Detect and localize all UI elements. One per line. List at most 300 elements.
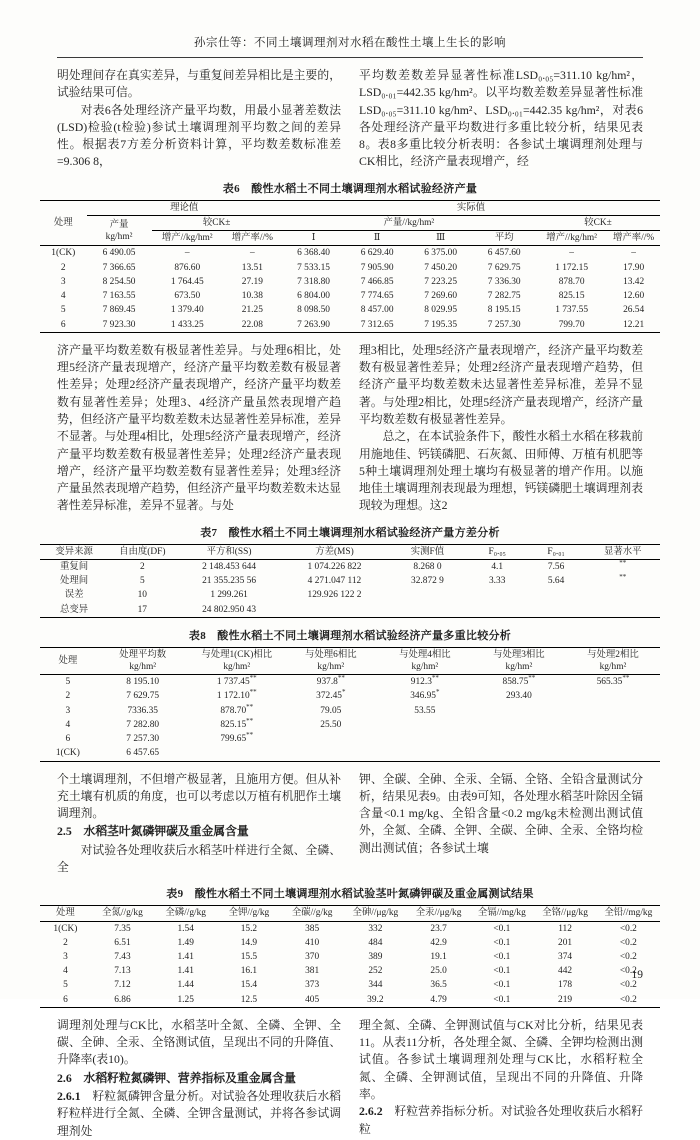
significance-marker: ** (619, 573, 627, 582)
table-cell: – (184, 248, 190, 259)
table-cell: 7336.35 (127, 705, 158, 716)
column-header: 增产//kg/hm² (152, 231, 223, 246)
column-header: F₀.₀₅ (468, 544, 527, 559)
table-cell: 858.75** (502, 674, 536, 688)
table-cell: <0.1 (493, 923, 511, 934)
column-header: 增产率//% (607, 231, 660, 246)
table-cell: 912.3** (410, 674, 439, 688)
column-header: 变异来源 (40, 544, 108, 559)
table8-body (40, 675, 660, 761)
table-cell: 6 804.00 (297, 291, 330, 302)
right-column (359, 342, 643, 515)
table-cell: 876.60 (174, 262, 201, 273)
table-cell: 878.70** (220, 702, 254, 716)
column-header: 自由度(DF) (108, 544, 176, 559)
table-cell: 442 (558, 966, 573, 977)
table-cell: 7 869.45 (102, 305, 136, 316)
table-cell: 825.15 (558, 291, 585, 302)
table-cell: 3 (63, 952, 68, 962)
table8-header (40, 647, 660, 674)
column-header: 增产率//% (223, 231, 282, 246)
table-cell (378, 718, 472, 732)
table-cell: 8.268 0 (413, 561, 442, 572)
table-cell: 1(CK) (55, 748, 80, 759)
column-header-label: 与处理6相比 (305, 649, 357, 660)
table-cell: 15.2 (240, 923, 258, 934)
table-cell: 15.5 (240, 952, 258, 962)
table-cell: 7 269.60 (424, 291, 458, 302)
table-cell: 1.25 (177, 994, 194, 1005)
column-header: 处理 (40, 906, 91, 921)
table-cell: 332 (368, 923, 383, 934)
table8-title: 表8 酸性水稻土不同土壤调理剂水稻试验经济产量多重比较分析 (188, 629, 512, 642)
table-cell: 8 195.15 (487, 305, 521, 316)
table-cell (586, 559, 660, 574)
table7-header (40, 544, 660, 559)
table6-title: 表6 酸性水稻土不同土壤调理剂水稻试验经济产量 (222, 182, 478, 195)
table-cell: 14.9 (240, 937, 258, 948)
table-cell (284, 746, 378, 761)
table-cell: 1 299.261 (210, 590, 248, 601)
table-row (40, 675, 660, 690)
table-cell: 252 (368, 966, 383, 977)
right-column (359, 771, 643, 877)
subsection-label: 2.6.2 (359, 1104, 383, 1119)
table-cell: 112 (558, 923, 572, 934)
table-row (40, 318, 660, 333)
table-cell: 13.51 (241, 262, 263, 273)
table-cell: 937.8** (316, 674, 345, 688)
table-row (40, 978, 660, 992)
table-cell: 21 355.235 56 (202, 576, 257, 587)
table-cell: <0.1 (493, 952, 511, 962)
table-cell: 16.1 (240, 966, 258, 977)
subsection-label: 2.6.1 (57, 1089, 81, 1104)
table-cell: 19.1 (430, 952, 447, 962)
table7-body (40, 559, 660, 617)
table9-body (40, 921, 660, 1007)
table-cell: <0.1 (493, 994, 511, 1005)
table-cell: 21.25 (241, 305, 263, 316)
significance-marker: * (341, 688, 346, 697)
column-header: 全汞//μg/kg (407, 906, 470, 921)
table-cell (566, 689, 660, 703)
table-cell: 219 (558, 994, 573, 1005)
column-header: 全砷//μg/kg (344, 906, 407, 921)
paragraph (359, 1103, 643, 1138)
table-cell: 7 774.65 (360, 291, 394, 302)
column-header-unit: kg/hm² (105, 231, 133, 242)
table-cell: 1 172.10** (216, 688, 257, 702)
table-cell: 22.08 (241, 319, 263, 330)
paragraph: 理3相比，处理5经济产量表现增产，经济产量平均数差数有极显著性差异；处理2经济产量表现增产趋势，但经济产量平均数差数未达显著性差异标准，差异不显著。与处理2相比，处理5经济产量表现增产，经济产量平均数差数有极显著性差异。 (359, 342, 643, 426)
table-cell (468, 588, 527, 602)
column-header-label: 与处理2相比 (587, 649, 639, 660)
left-column (57, 771, 341, 877)
table-cell: 3.33 (488, 576, 506, 587)
significance-marker: ** (246, 702, 254, 711)
table-cell (387, 603, 468, 618)
column-header: 平均 (472, 231, 536, 246)
paragraph: 总之，在本试验条件下，酸性水稻土水稻在移栽前用施地佳、钙镁磷肥、石灰氮、田师傅、万植有机肥等5种土壤调理剂处理土壤均有极显著的增产作用。以施地佳土壤调理剂表现最为理想，钙镁磷肥土壤调理剂表现较为理想。这2 (359, 429, 643, 513)
column-header-unit: kg/hm² (505, 662, 533, 673)
table-cell: 误差 (64, 590, 84, 601)
table-row (40, 704, 660, 718)
paragraph: 个土壤调理剂，不但增产极显著，且施用方便。但从补充土壤有机质的角度，也可以考虑以万植有机肥作土壤调理剂。 (57, 771, 341, 821)
table-cell: 36.5 (430, 980, 447, 991)
significance-marker: ** (249, 674, 257, 683)
column-header: F₀.₀₁ (527, 544, 586, 559)
column-header-unit: kg/hm² (411, 662, 439, 673)
column-header: 实测F值 (387, 544, 468, 559)
column-header: 增产//kg/hm² (536, 231, 607, 246)
table-cell: 4 (60, 291, 66, 302)
column-header: 平方和(SS) (176, 544, 281, 559)
table-cell: 24 802.950 43 (202, 604, 257, 615)
table-cell: 6 629.40 (360, 248, 394, 259)
table-cell: 1 433.25 (170, 319, 204, 330)
table-cell: 12.21 (623, 319, 645, 330)
table-cell: 1.41 (177, 966, 194, 977)
table-cell: 8 195.10 (126, 677, 160, 688)
table-cell: 7 257.30 (126, 734, 160, 745)
paragraph: 对表6各处理经济产量平均数，用最小显著差数法(LSD)检验(t检验)参试土壤调理剂平均数之间的差异性。根据表7方差分析资料计算，平均数差数标准差=9.306 8， (57, 102, 341, 169)
table-cell: 12.60 (623, 291, 645, 302)
table-cell: 1(CK) (53, 923, 78, 934)
table-cell: 处理间 (60, 576, 89, 587)
table-cell (284, 732, 378, 746)
subsection-text: 籽粒氮磷钾含量分析。对试验各处理收获后水稻籽粒样进行全氮、全磷、全钾含量测试，并将各参试调理剂处 (57, 1089, 341, 1138)
significance-marker: ** (246, 716, 254, 725)
table-row (40, 964, 660, 978)
paragraph: 济产量平均数差数有极显著性差异。与处理6相比，处理5经济产量表现增产，经济产量平均数差数有极显著性差异；处理2经济产量表现增产，经济产量平均数差数有显著性差异；处理3、4经济产量虽然表现增产趋势，但经济产量平均数差数未达显著性差异标准，差异不显著。与处理4相比，处理5经济产量表现增产，经济产量平均数差数有极显著性差异；处理2经济产量表现增产，经济产量平均数差数有显著性差异；处理3经济产量虽然表现增产趋势，但经济产量平均数差数未达显著性差异标准，差异不显著。与处 (57, 342, 341, 513)
table-cell: 4 (65, 719, 71, 730)
table-cell: 7 263.90 (297, 319, 330, 330)
table-cell: 6 (63, 994, 68, 1005)
table-cell (586, 588, 660, 602)
column-header: 全碳//g/kg (281, 906, 344, 921)
table-cell (566, 704, 660, 718)
table-cell: 6 375.00 (424, 248, 458, 259)
table-cell: – (631, 248, 636, 259)
column-header-unit: kg/hm² (317, 662, 345, 673)
table-cell: 7 366.65 (102, 262, 136, 273)
table-cell: 7.13 (114, 966, 131, 977)
table-cell: 201 (558, 937, 573, 948)
table-row (40, 588, 660, 602)
table-cell: 重复间 (60, 561, 89, 572)
column-header: Ⅱ (345, 231, 409, 246)
table-cell (566, 746, 660, 761)
table-cell: 5 (65, 677, 71, 688)
table-cell (527, 588, 586, 602)
table9-title: 表9 酸性水稻土不同土壤调理剂水稻试验茎叶氮磷钾碳及重金属测试结果 (166, 888, 534, 901)
table-cell: 3 (60, 276, 66, 287)
table-cell: <0.1 (493, 966, 511, 977)
column-header: 方差(MS) (282, 544, 387, 559)
significance-marker: ** (431, 674, 439, 683)
table-cell: 25.0 (430, 966, 447, 977)
table6-body (40, 246, 660, 332)
table-cell: 1 172.15 (555, 262, 589, 273)
table-cell: 7 257.30 (487, 319, 521, 330)
table-cell: 8 457.00 (360, 305, 394, 316)
column-header (472, 647, 566, 674)
table-cell: 7 923.30 (102, 319, 136, 330)
table-cell: 23.7 (430, 923, 447, 934)
table-row (40, 574, 660, 588)
table-cell (190, 746, 284, 761)
table-cell: 7 533.15 (297, 262, 330, 273)
table-cell: – (569, 248, 574, 259)
table-row (40, 689, 660, 703)
table-cell: 1.44 (177, 980, 194, 991)
table-cell: 6 368.40 (297, 248, 330, 259)
text-block-section25 (40, 771, 660, 877)
column-header: 处理 (40, 200, 87, 246)
table-cell: 6.51 (114, 937, 131, 948)
table-cell: 5 (63, 980, 68, 991)
running-head: 孙宗仕等：不同土壤调理剂对水稻在酸性土壤上生长的影响 (57, 34, 643, 58)
table-cell: 2 (139, 561, 145, 572)
table-cell (468, 603, 527, 618)
table-row (40, 993, 660, 1008)
table-cell: 405 (305, 994, 320, 1005)
table-cell: <0.2 (619, 952, 637, 962)
significance-marker: ** (249, 688, 257, 697)
table-cell: 7 450.20 (424, 262, 458, 273)
table-cell: 370 (305, 952, 320, 962)
table-cell: 7.35 (114, 923, 131, 934)
table-cell: <0.2 (619, 923, 637, 934)
table-cell (378, 732, 472, 746)
column-group-header: 产量//kg/hm² (282, 216, 536, 231)
column-header-unit: kg/hm² (223, 662, 251, 673)
table-cell: <0.2 (619, 966, 637, 977)
column-header (284, 647, 378, 674)
column-header (87, 216, 152, 246)
table-cell: 799.70 (558, 319, 585, 330)
table-cell: 7 163.55 (102, 291, 136, 302)
table-cell: 8 098.50 (297, 305, 330, 316)
table-row (40, 289, 660, 303)
table-cell: 26.54 (623, 305, 645, 316)
column-header: 全铅//mg/kg (597, 906, 660, 921)
table-row (40, 246, 660, 261)
section-heading-2-6: 2.6 水稻籽粒氮磷钾、营养指标及重金属含量 (57, 1070, 296, 1085)
table-cell: 6 (65, 734, 71, 745)
text-block-discussion (40, 342, 660, 515)
table-cell: 7 629.75 (487, 262, 521, 273)
column-header: 全铬//μg/kg (533, 906, 596, 921)
paragraph: 平均数差数差异显著性标准LSD₀.₀₅=311.10 kg/hm²，LSD₀.₀₁=442.35 kg/hm²。以平均数差数差异显著性标准LSD₀.₀₅=311.10 kg/hm²、LSD₀.₀₁=442.35 kg/hm²，对表6各处理经济产量平均数进行多重比较分析，结果见表8。表8多重比较分析表明：各参试土壤调理剂处理与CK相比，经济产量表现增产，经 (359, 68, 643, 169)
column-header: Ⅲ (409, 231, 473, 246)
significance-marker: ** (246, 731, 254, 739)
table-cell: 1 764.45 (170, 276, 204, 287)
table-cell: 673.50 (174, 291, 201, 302)
column-header (190, 647, 284, 674)
column-header-label: 产量 (109, 219, 129, 230)
table-cell: 825.15** (220, 716, 254, 730)
significance-marker: ** (528, 674, 536, 683)
column-header (96, 647, 190, 674)
table-row (40, 603, 660, 618)
table-row (40, 303, 660, 317)
column-header: 显著水平 (586, 544, 660, 559)
table-row (40, 950, 660, 964)
table-cell: – (249, 248, 255, 259)
table-cell: <0.2 (619, 980, 637, 991)
table-cell: 7 223.25 (424, 276, 458, 287)
table-cell: 7 466.85 (360, 276, 394, 287)
table-cell (472, 704, 566, 718)
table-cell: 7 318.80 (297, 276, 330, 287)
table-cell: 372.45* (316, 688, 346, 702)
table-cell: 32.872 9 (411, 576, 444, 587)
table-cell: 7 312.65 (360, 319, 394, 330)
table-cell (472, 746, 566, 761)
table-cell: 7 282.80 (126, 719, 160, 730)
table-cell: 总变异 (60, 604, 89, 615)
table-cell: 2 (63, 937, 68, 948)
column-header-label: 与处理1(CK)相比 (201, 649, 273, 660)
table-cell: 10 (137, 590, 147, 601)
significance-marker: ** (622, 674, 630, 683)
table-cell: 293.40 (506, 691, 532, 702)
table-cell: 6 457.65 (126, 748, 160, 759)
table-cell: 4.1 (491, 561, 504, 572)
paragraph (57, 1088, 341, 1140)
column-header (566, 647, 660, 674)
table-cell: <0.1 (493, 980, 511, 991)
table6-header (40, 200, 660, 246)
table-cell: 4.79 (430, 994, 447, 1005)
table-cell: 1.54 (177, 923, 194, 934)
table-cell: 799.65** (220, 731, 254, 745)
paragraph: 对试验各处理收获后水稻茎叶样进行全氮、全磷、全 (57, 842, 341, 875)
table-cell (472, 718, 566, 732)
significance-marker: ** (337, 674, 345, 683)
table-row (40, 718, 660, 732)
table-cell: 25.50 (320, 719, 342, 730)
column-header: 全镉//mg/kg (470, 906, 533, 921)
table-cell: 10.38 (241, 291, 263, 302)
table-cell: 7 282.75 (487, 291, 521, 302)
table-cell: 27.19 (241, 276, 263, 287)
right-column (359, 67, 643, 171)
table-cell (566, 732, 660, 746)
table-cell (586, 574, 660, 588)
table-cell: 374 (558, 952, 573, 962)
table-cell: 4 (63, 966, 68, 977)
table-cell: 2 (60, 262, 66, 273)
table-row (40, 261, 660, 275)
column-header-unit: kg/hm² (599, 662, 627, 673)
table-cell: 39.2 (367, 994, 384, 1005)
table-cell (378, 746, 472, 761)
significance-marker: * (435, 688, 440, 697)
subsection-text: 籽粒营养指标分析。对试验各处理收获后水稻籽粒 (359, 1104, 643, 1136)
paragraph: 钾、全碳、全砷、全汞、全镉、全铬、全铅含量测试分析，结果见表9。由表9可知，各处理水稻茎叶除因全镉含量<0.1 mg/kg、全铅含量<0.2 mg/kg未检测出测试值外，全氮、全磷、全钾、全碳、全砷、全汞、全铬均检测出测试值；各参试土壤 (359, 771, 643, 855)
significance-marker: ** (619, 558, 627, 567)
table-row (40, 746, 660, 761)
table-cell: 6.86 (114, 994, 131, 1005)
table-cell: 17.90 (623, 262, 645, 273)
table-cell: 79.05 (320, 705, 342, 716)
table-cell: 6 (60, 319, 66, 330)
table-cell: 12.5 (240, 994, 258, 1005)
table-cell: 1 379.40 (170, 305, 204, 316)
table-cell: 381 (305, 966, 320, 977)
table-cell: 1 074.226 822 (307, 561, 362, 572)
table-cell: <0.1 (493, 937, 511, 948)
section-heading-2-5: 2.5 水稻茎叶氮磷钾碳及重金属含量 (57, 824, 249, 839)
table-row (40, 921, 660, 936)
column-header-label: 处理平均数 (119, 649, 167, 660)
left-column (57, 1017, 341, 1140)
column-group-header: 理论值 (87, 200, 282, 215)
table-cell: 5 (139, 576, 145, 587)
table6-economic-yield (40, 200, 660, 333)
table-cell (387, 588, 468, 602)
left-column (57, 67, 341, 171)
table-cell: 385 (305, 923, 320, 934)
table-row (40, 275, 660, 289)
table-cell: 13.42 (623, 276, 645, 287)
table7-anova (40, 544, 660, 618)
table-row (40, 936, 660, 950)
table-cell: 6 490.05 (102, 248, 136, 259)
column-header: 处理 (40, 647, 96, 674)
table-cell: 1.49 (177, 937, 194, 948)
column-group-header: 较CK± (536, 216, 660, 231)
paragraph: 调理剂处理与CK比，水稻茎叶全氮、全磷、全钾、全碳、全砷、全汞、全铬测试值，呈现出不同的升降值、升降率(表10)。 (57, 1017, 341, 1067)
table-cell: 53.55 (414, 705, 436, 716)
text-block-section26 (40, 1017, 660, 1140)
column-header-label: 与处理3相比 (493, 649, 545, 660)
table-cell: 2 (65, 691, 71, 702)
table-cell (282, 603, 387, 618)
table-cell: 1 737.55 (555, 305, 589, 316)
table-cell: 373 (305, 980, 320, 991)
table-cell (566, 718, 660, 732)
table-cell: 15.4 (240, 980, 258, 991)
page-number: 19 (631, 969, 643, 981)
table-cell: <0.2 (619, 994, 637, 1005)
table-cell: 5 (60, 305, 66, 316)
table-cell: 410 (305, 937, 320, 948)
table9-stem-leaf-elements (40, 905, 660, 1008)
column-group-header: 实际值 (282, 200, 660, 215)
table-cell: 3 (65, 705, 71, 716)
column-header-unit: kg/hm² (129, 662, 157, 673)
paragraph: 理全氮、全磷、全钾测试值与CK对比分析，结果见表11。从表11分析，各处理全氮、全磷、全钾均检测出测试值。各参试土壤调理剂处理与CK比，水稻籽粒全氮、全磷、全钾测试值，呈现出不同的升降值、升降率。 (359, 1017, 643, 1102)
table-cell (586, 603, 660, 618)
table-cell: 4 271.047 112 (307, 576, 362, 587)
table-cell: 7 336.30 (487, 276, 521, 287)
table-cell: 1.41 (177, 952, 194, 962)
table-row (40, 559, 660, 574)
table-cell: 42.9 (430, 937, 447, 948)
table-cell (472, 732, 566, 746)
table-cell: 389 (368, 952, 383, 962)
paragraph: 明处理间存在真实差异，与重复间差异相比是主要的，试验结果可信。 (57, 68, 341, 100)
column-header: 全钾//g/kg (217, 906, 280, 921)
table-cell: 5.64 (547, 576, 565, 587)
table9-header (40, 906, 660, 921)
table-cell: 8 254.50 (102, 276, 136, 287)
table-cell: 878.70 (558, 276, 585, 287)
